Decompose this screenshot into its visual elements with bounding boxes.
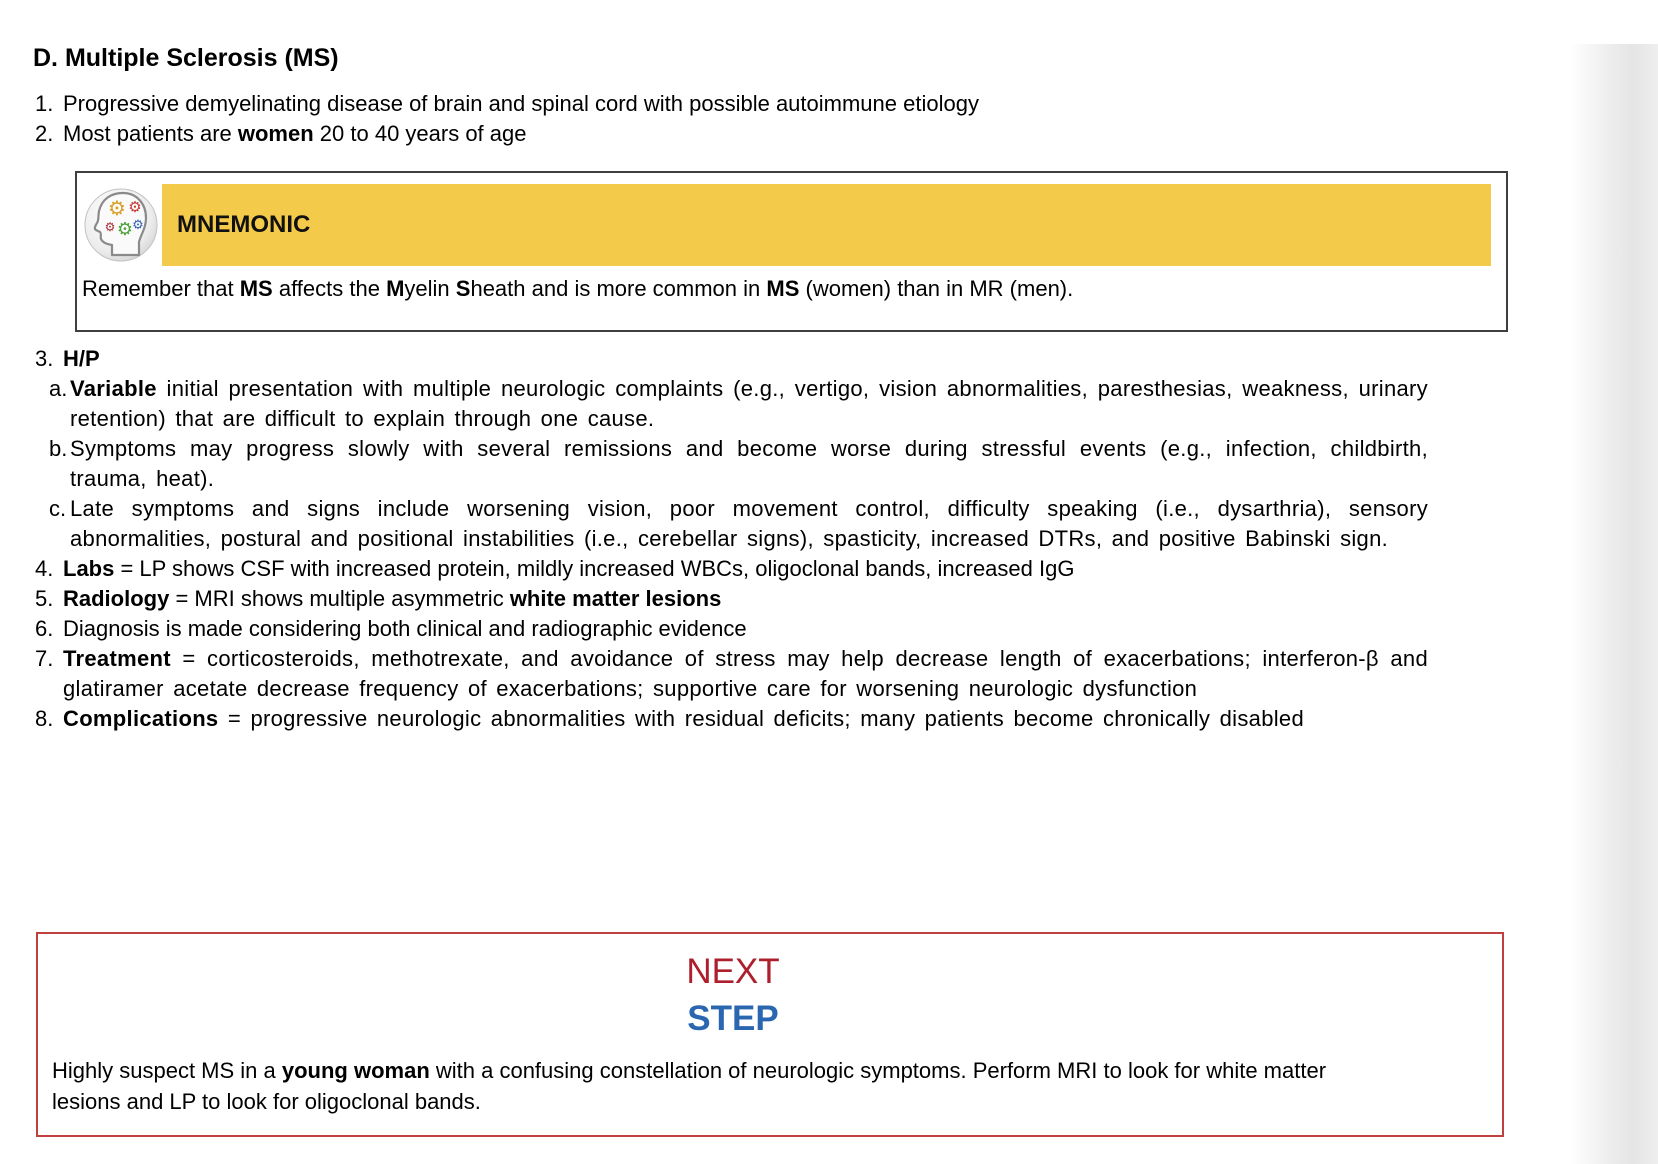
svg-text:⚙: ⚙ <box>132 218 144 233</box>
mnemonic-title-bar <box>162 184 1491 266</box>
list-item-4 <box>35 554 1428 584</box>
section-title: D. Multiple Sclerosis (MS) <box>33 44 339 72</box>
item-text: Treatment = corticosteroids, methotrexate, and avoidance of stress may help decrease length of exacerbations; interferon-β and glatiramer acetate decrease frequency of exacerbations; supportive care for worsening neurologic dysfunction <box>63 646 1428 701</box>
mnemonic-box <box>75 171 1508 332</box>
list-item-6 <box>35 614 1428 644</box>
item-text: Diagnosis is made considering both clinical and radiographic evidence <box>63 616 747 641</box>
item-text: Most patients are women 20 to 40 years of age <box>63 121 527 146</box>
item-text: Progressive demyelinating disease of brain and spinal cord with possible autoimmune etiology <box>63 91 979 116</box>
item-number: 8. <box>35 706 54 731</box>
item-text: H/P <box>63 346 100 371</box>
list-subitem-a <box>49 374 1428 434</box>
item-number: 4. <box>35 556 54 581</box>
item-number: 6. <box>35 616 54 641</box>
item-text: Symptoms may progress slowly with several remissions and become worse during stressful events (e.g., infection, childbirth, trauma, heat). <box>70 436 1428 491</box>
item-text: Labs = LP shows CSF with increased protein, mildly increased WBCs, oligoclonal bands, increased IgG <box>63 556 1075 581</box>
document-page <box>0 44 1658 1164</box>
list-item-7 <box>35 644 1428 704</box>
list-item-5 <box>35 584 1428 614</box>
item-letter: b. <box>49 436 68 461</box>
item-number: 5. <box>35 586 54 611</box>
svg-text:⚙: ⚙ <box>128 198 142 216</box>
list-item-1 <box>35 89 1428 119</box>
item-text: Radiology = MRI shows multiple asymmetric white matter lesions <box>63 586 722 611</box>
mnemonic-header <box>80 184 1491 266</box>
next-step-text: Highly suspect MS in a young woman with a confusing constellation of neurologic symptoms. Perform MRI to look for white matter lesions and LP to look for oligoclonal bands. <box>52 1058 1327 1114</box>
next-label: NEXT <box>686 952 780 991</box>
svg-text:⚙: ⚙ <box>116 219 134 240</box>
item-number: 7. <box>35 646 54 671</box>
list-item-2 <box>35 119 1428 149</box>
item-number: 1. <box>35 91 54 116</box>
mnemonic-title: MNEMONIC <box>177 211 311 238</box>
page-edge-shadow <box>1570 44 1658 1164</box>
svg-text:⚙: ⚙ <box>108 196 126 220</box>
item-text: Variable initial presentation with multiple neurologic complaints (e.g., vertigo, vision abnormalities, paresthesias, weakness, urinary retention) that are difficult to explain through one cause. <box>70 376 1428 431</box>
mnemonic-text: Remember that MS affects the Myelin Sheath and is more common in MS (women) than in MR (men). <box>82 276 1074 301</box>
item-number: 2. <box>35 121 54 146</box>
list-subitem-c <box>49 494 1428 554</box>
next-step-box <box>36 932 1504 1137</box>
brain-gears-icon <box>80 184 162 266</box>
item-text: Late symptoms and signs include worsening vision, poor movement control, difficulty speaking (i.e., dysarthria), sensory abnormalities, postural and positional instabilities (i.e., cerebellar signs), spasticity, increased DTRs, and positive Babinski sign. <box>70 496 1428 551</box>
step-label: STEP <box>687 999 779 1038</box>
list-item-3 <box>35 344 1428 374</box>
list-item-8 <box>35 704 1428 734</box>
list-subitem-b <box>49 434 1428 494</box>
item-letter: c. <box>49 496 67 521</box>
item-number: 3. <box>35 346 54 371</box>
svg-text:⚙: ⚙ <box>104 220 116 234</box>
item-text: Complications = progressive neurologic abnormalities with residual deficits; many patients become chronically disabled <box>63 706 1304 731</box>
item-letter: a. <box>49 376 68 401</box>
